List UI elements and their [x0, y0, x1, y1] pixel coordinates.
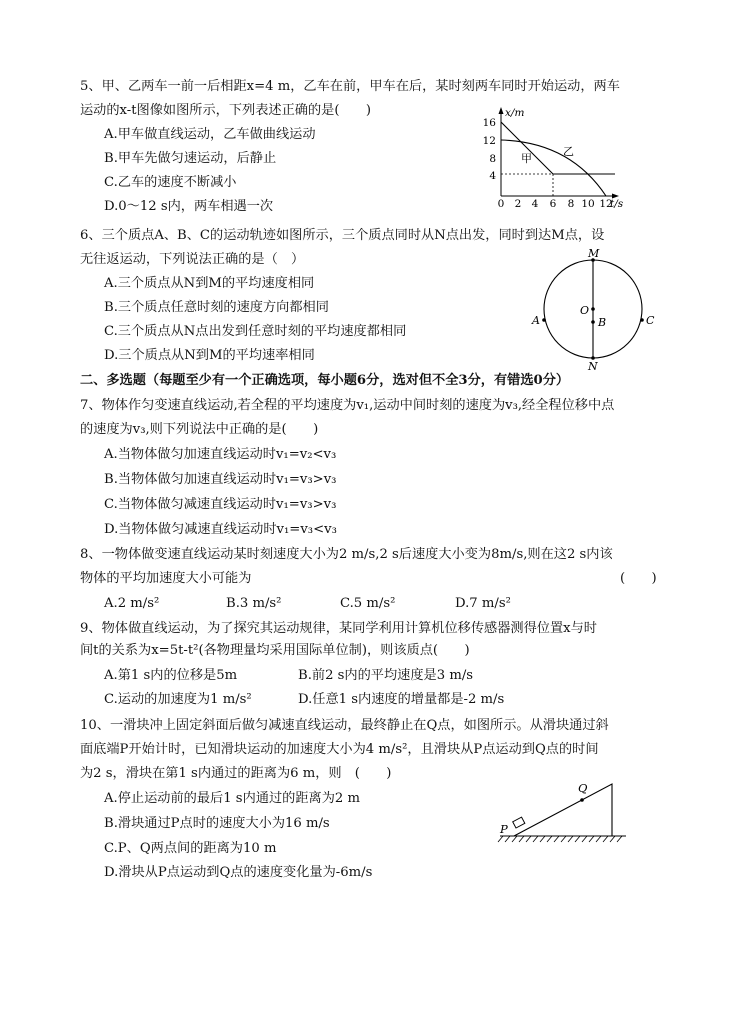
q6-option-d: D.三个质点从N到M的平均速率相同 — [104, 348, 315, 363]
q8-option-b: B.3 m/s² — [226, 596, 282, 611]
point-c — [640, 318, 644, 322]
q10-option-a: A.停止运动前的最后1 s内通过的距离为2 m — [104, 791, 360, 806]
y-tick-12: 12 — [482, 135, 496, 147]
q9-option-d: D.任意1 s内速度的增量都是-2 m/s — [298, 692, 505, 707]
label-n: N — [588, 360, 598, 372]
point-b — [591, 320, 595, 324]
x-tick-6: 6 — [549, 198, 557, 208]
q9-stem-line-2: 间t的关系为x=5t-t²(各物理量均采用国际单位制)，则该质点( ) — [80, 643, 470, 658]
point-o — [591, 307, 595, 311]
label-c: C — [646, 314, 655, 327]
q6-option-b: B.三个质点任意时刻的速度方向都相同 — [104, 300, 329, 315]
label-o: O — [580, 304, 590, 317]
q7-option-c: C.当物体做匀减速直线运动时v₁=v₃>v₃ — [104, 497, 337, 512]
y-tick-8: 8 — [489, 153, 496, 165]
q5-option-a: A.甲车做直线运动，乙车做曲线运动 — [104, 127, 316, 142]
label-yi: 乙 — [563, 145, 574, 158]
point-a — [542, 318, 546, 322]
incline-figure — [494, 778, 634, 848]
x-tick-0: 0 — [497, 198, 505, 208]
label-m: M — [588, 247, 600, 260]
q10-option-c: C.P、Q两点间的距离为10 m — [104, 841, 277, 856]
x-axis-label: t/s — [610, 198, 624, 208]
xt-graph — [475, 104, 625, 208]
point-q — [580, 798, 584, 802]
trajectory-figure — [530, 246, 660, 372]
label-q: Q — [578, 781, 588, 795]
q5-stem-line-2: 运动的x-t图像如图所示，下列表述正确的是( ) — [80, 103, 371, 118]
y-tick-16: 16 — [482, 117, 496, 129]
q5-option-c: C.乙车的速度不断减小 — [104, 175, 237, 190]
q6-option-c: C.三个质点从N点出发到任意时刻的平均速度都相同 — [104, 324, 407, 339]
q5-stem-line-1: 5、甲、乙两车一前一后相距x=4 m，乙车在前，甲车在后，某时刻两车同时开始运动，两车 — [80, 79, 620, 94]
slider-block — [513, 817, 525, 828]
series-jia-line — [501, 122, 615, 174]
q6-stem-line-2: 无往返运动，下列说法正确的是（ ） — [80, 252, 305, 267]
q8-option-c: C.5 m/s² — [340, 596, 396, 611]
x-tick-4: 4 — [531, 198, 539, 208]
x-tick-8: 8 — [567, 198, 575, 208]
q8-option-a: A.2 m/s² — [104, 596, 160, 611]
q10-option-d: D.滑块从P点运动到Q点的速度变化量为-6m/s — [104, 865, 373, 880]
q6-option-a: A.三个质点从N到M的平均速度相同 — [104, 276, 315, 291]
q9-option-c: C.运动的加速度为1 m/s² — [104, 692, 252, 707]
x-tick-12: 12 — [599, 198, 613, 208]
q7-stem-line-1: 7、物体作匀变速直线运动,若全程的平均速度为v₁,运动中间时刻的速度为v₃,经全程位移中点 — [80, 398, 615, 413]
q8-stem-line-2: 物体的平均加速度大小可能为 — [80, 571, 252, 586]
q8-option-d: D.7 m/s² — [455, 596, 511, 611]
q5-option-d: D.0～12 s内，两车相遇一次 — [104, 199, 274, 214]
section-2-heading: 二、多选题（每题至少有一个正确选项，每小题6分，选对但不全3分，有错选0分） — [80, 373, 570, 388]
y-axis-label: x/m — [505, 107, 525, 119]
q7-option-a: A.当物体做匀加速直线运动时v₁=v₂<v₃ — [104, 447, 337, 462]
q7-option-d: D.当物体做匀减速直线运动时v₁=v₃<v₃ — [104, 522, 337, 537]
label-a: A — [532, 314, 540, 327]
q8-stem-line-1: 8、一物体做变速直线运动某时刻速度大小为2 m/s,2 s后速度大小变为8m/s,则在这2 s内该 — [80, 547, 613, 562]
q10-option-b: B.滑块通过P点时的速度大小为16 m/s — [104, 816, 330, 831]
q10-stem-line-3: 为2 s，滑块在第1 s内通过的距离为6 m，则 ( ) — [80, 766, 392, 781]
x-tick-2: 2 — [514, 198, 522, 208]
q6-stem-line-1: 6、三个质点A、B、C的运动轨迹如图所示，三个质点同时从N点出发，同时到达M点，设 — [80, 228, 605, 243]
q5-option-b: B.甲车先做匀速运动，后静止 — [104, 151, 277, 166]
q9-option-b: B.前2 s内的平均速度是3 m/s — [298, 668, 474, 683]
q9-stem-line-1: 9、物体做直线运动，为了探究其运动规律，某同学利用计算机位移传感器测得位置x与时 — [80, 621, 597, 636]
y-tick-4: 4 — [489, 170, 496, 182]
q9-option-a: A.第1 s内的位移是5m — [104, 668, 238, 683]
q7-option-b: B.当物体做匀加速直线运动时v₁=v₃>v₃ — [104, 472, 337, 487]
ground-hatching — [498, 836, 622, 842]
label-b: B — [598, 316, 607, 329]
y-axis-arrow — [499, 107, 504, 114]
series-yi-curve — [501, 140, 606, 196]
x-tick-10: 10 — [581, 198, 595, 208]
q7-stem-line-2: 的速度为v₃,则下列说法中正确的是( ) — [80, 422, 319, 437]
incline-wedge — [514, 784, 612, 836]
label-p: P — [500, 822, 508, 836]
q8-answer-bracket: ( ) — [620, 571, 657, 586]
q10-stem-line-1: 10、一滑块冲上固定斜面后做匀减速直线运动，最终静止在Q点，如图所示。从滑块通过斜 — [80, 718, 609, 733]
label-jia: 甲 — [521, 152, 532, 165]
q10-stem-line-2: 面底端P开始计时，已知滑块运动的加速度大小为4 m/s²，且滑块从P点运动到Q点的时间 — [80, 742, 599, 757]
